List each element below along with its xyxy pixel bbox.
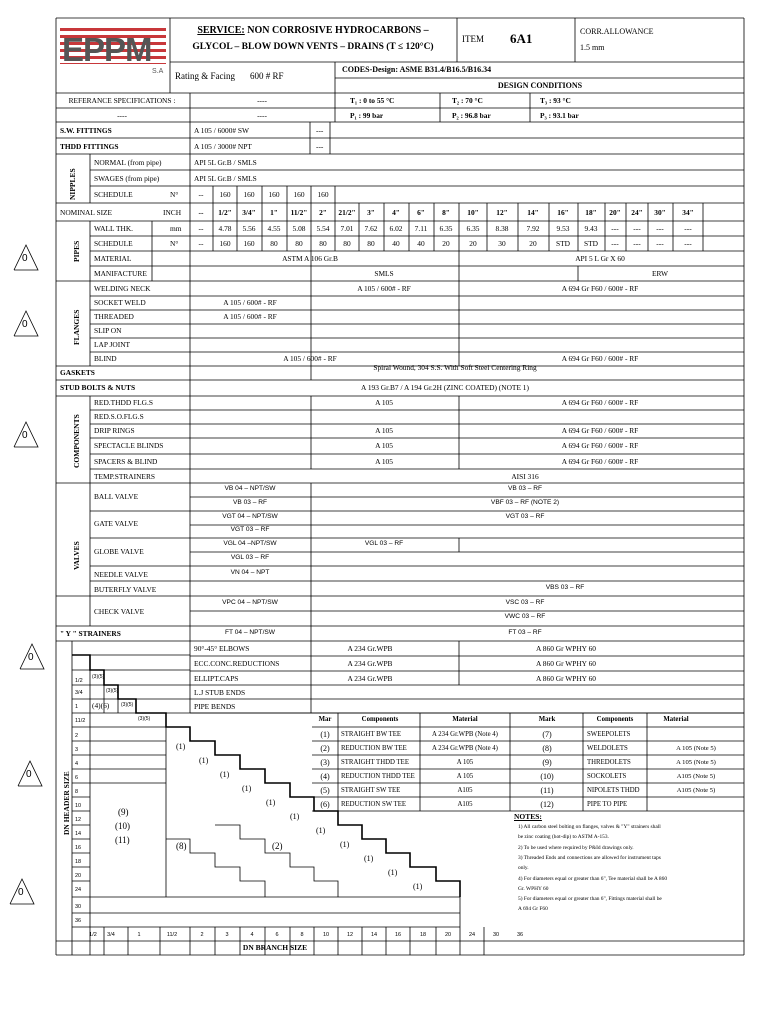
legend-mark: (2)	[320, 744, 330, 753]
legend-material: A 234 Gr.WPB (Note 4)	[432, 731, 498, 738]
temp-strainers-value: AISI 316	[511, 472, 539, 481]
service-subtitle: GLYCOL – BLOW DOWN VENTS – DRAINS (T ≤ 120°C)	[192, 42, 434, 52]
size-cell: 11/2"	[290, 208, 308, 217]
check-valve-label: CHECK VALVE	[94, 607, 145, 616]
legend-component: NIPOLETS THDD	[587, 787, 640, 794]
studs-value: A 193 Gr.B7 / A 194 Gr.2H (ZINC COATED) (NOTE 1)	[361, 383, 529, 392]
codes: CODES-Design: ASME B31.4/B16.5/B16.34	[342, 65, 492, 74]
schedule-cell: 160	[243, 239, 255, 248]
components-label: COMPONENTS	[72, 414, 81, 468]
schedule-cell: ---	[684, 239, 692, 248]
header-size-cell: 16	[75, 845, 82, 851]
legend-header-cell: Material	[452, 716, 478, 723]
header-size-cell: 6	[75, 775, 79, 781]
size-cell: 21/2"	[338, 208, 356, 217]
material-b: API 5 L Gr X 60	[575, 254, 625, 263]
corr-label: CORR.ALLOWANCE	[580, 27, 654, 36]
gate-a2: VGT 03 – RF	[230, 526, 270, 533]
note-line: only.	[518, 865, 529, 872]
wall-cell: 9.53	[556, 224, 570, 233]
socket-weld-label: SOCKET WELD	[94, 298, 146, 307]
branch-size-cell: 36	[516, 932, 524, 938]
spectacle-label: SPECTACLE BLINDS	[94, 441, 164, 450]
step-mark: (1)	[220, 770, 230, 779]
mark-cell: (3)(5)	[121, 702, 134, 708]
header-size-cell: 3	[75, 747, 79, 753]
size-cell: 4"	[392, 208, 400, 217]
schedule-cell: 160	[293, 190, 305, 199]
sw-fittings-value: A 105 / 6000# SW	[194, 126, 250, 135]
size-cell: 20"	[609, 208, 621, 217]
step-mark: (1)	[316, 826, 326, 835]
schedule-cell: 20	[442, 239, 450, 248]
note-line: 5) For diameters equal or greater than 6", Fittings material shall be	[518, 896, 662, 903]
revision-marker: 0	[26, 769, 32, 780]
legend-material: A 234 Gr.WPB (Note 4)	[432, 745, 498, 752]
ellip-a: A 234 Gr.WPB	[347, 674, 393, 683]
legend-material: A105 (Note 5)	[676, 787, 716, 794]
wall-cell: ---	[633, 224, 641, 233]
legend-mark: (7)	[542, 730, 552, 739]
swages-label: SWAGES (from pipe)	[94, 174, 160, 183]
wall-cell: 7.92	[526, 224, 540, 233]
t3: T₃ : 93 °C	[540, 96, 571, 105]
legend-component: WELDOLETS	[587, 745, 628, 752]
ball-valve-label: BALL VALVE	[94, 492, 139, 501]
pipe-bends-label: PIPE BENDS	[194, 702, 236, 711]
inch-label: INCH	[163, 208, 182, 217]
branch-size-cell: 10	[322, 932, 330, 938]
branch-size-cell: 30	[492, 932, 500, 938]
temp-strainers-label: TEMP.STRAINERS	[94, 472, 155, 481]
slip-on-label: SLIP ON	[94, 326, 122, 335]
p2: P₂ : 96.8 bar	[452, 111, 491, 120]
mark-cell: (4)(6)	[92, 701, 110, 710]
schedule-cell: 40	[392, 239, 400, 248]
check-b1: VSC 03 – RF	[505, 599, 545, 606]
ecc-b: A 860 Gr WPHY 60	[536, 659, 596, 668]
header-size-label: DN HEADER SIZE	[62, 771, 71, 835]
wall-cell: 7.01	[340, 224, 354, 233]
drip-a: A 105	[375, 426, 393, 435]
schedule-cell: 160	[219, 190, 231, 199]
header-size-cell: 30	[75, 904, 82, 910]
legend-header-cell: Mar	[318, 716, 332, 723]
blind-a: A 105 / 600# - RF	[283, 354, 337, 363]
normal-label: NORMAL (from pipe)	[94, 158, 162, 167]
nipples-label: NIPPLES	[68, 168, 77, 200]
branch-size-cell: 24	[468, 932, 476, 938]
branch-size-cell: 2	[200, 932, 204, 938]
threaded-value: A 105 / 600# - RF	[223, 312, 277, 321]
wall-cell: ---	[684, 224, 692, 233]
legend-mark: (11)	[540, 786, 554, 795]
mm-label: mm	[170, 224, 182, 233]
schedule-cell: --	[198, 239, 204, 248]
size-cell: 2"	[319, 208, 327, 217]
legend-mark: (3)	[320, 758, 330, 767]
branch-size-cell: 1	[137, 932, 141, 938]
size-cell: 34"	[682, 208, 694, 217]
header-size-cell: 2	[75, 733, 79, 739]
red-thdd-label: RED.THDD FLG.S	[94, 398, 153, 407]
size-cell: 30"	[654, 208, 666, 217]
gaskets-value: Spiral Wound, 304 S.S. With Soft Steel Centering Ring	[373, 363, 537, 372]
pipes-label: PIPES	[72, 240, 81, 262]
wall-cell: 5.56	[242, 224, 256, 233]
gate-valve-label: GATE VALVE	[94, 519, 139, 528]
ball-b2: VBF 03 – RF (NOTE 2)	[490, 499, 560, 506]
manufacture-label: MANIFACTURE	[94, 269, 147, 278]
header-size-cell: 24	[75, 887, 82, 893]
schedule-cell: 20	[529, 239, 537, 248]
legend-header-cell: Components	[596, 716, 634, 723]
wall-cell: ---	[611, 224, 619, 233]
strainer-b: FT 03 – RF	[508, 629, 542, 636]
wall-cell: 6.02	[389, 224, 403, 233]
branch-size-cell: 16	[394, 932, 402, 938]
schedule-cell: 160	[219, 239, 231, 248]
branch-size-cell: 4	[250, 932, 254, 938]
legend-component: REDUCTION THDD TEE	[341, 773, 415, 780]
revision-marker: 0	[18, 887, 24, 898]
schedule-cell: 80	[295, 239, 303, 248]
globe-a2: VGL 03 – RF	[230, 554, 270, 561]
legend-component: SWEEPOLETS	[587, 731, 631, 738]
legend-component: STRAIGHT BW TEE	[341, 731, 402, 738]
red-thdd-a: A 105	[375, 398, 393, 407]
legend-mark: (6)	[320, 800, 330, 809]
step-mark: (1)	[176, 742, 186, 751]
notes-title: NOTES:	[514, 812, 542, 821]
schedule-cell: 20	[469, 239, 477, 248]
gate-a1: VGT 04 – NPT/SW	[222, 513, 278, 520]
branch-size-cell: 11/2	[166, 932, 178, 938]
note-line: Gr. WPHY 60	[518, 885, 549, 892]
schedule-cell: 30	[498, 239, 506, 248]
manufacture-b: ERW	[651, 269, 669, 278]
wall-cell: 7.11	[414, 224, 428, 233]
studs-label: STUD BOLTS & NUTS	[60, 383, 136, 392]
size-cell: 3/4"	[242, 208, 256, 217]
corr-value: 1.5 mm	[580, 43, 605, 52]
wall-cell: 4.55	[267, 224, 281, 233]
size-cell: 24"	[631, 208, 643, 217]
step-mark: (1)	[388, 868, 398, 877]
schedule-cell: 80	[367, 239, 375, 248]
item-label: ITEM	[462, 34, 484, 44]
ref-dash: ----	[117, 111, 127, 120]
ball-a2: VB 03 – RF	[232, 499, 268, 506]
rating-label: Rating & Facing	[175, 71, 235, 81]
ecc-a: A 234 Gr.WPB	[347, 659, 393, 668]
item-value: 6A1	[510, 31, 533, 46]
spectacle-a: A 105	[375, 441, 393, 450]
mark-cell: (3)(5)	[92, 674, 105, 680]
gaskets-label: GASKETS	[60, 368, 95, 377]
legend-material: A105	[457, 787, 473, 794]
schedule-cell: 80	[343, 239, 351, 248]
region-2: (2)	[272, 841, 283, 851]
pipe-schedule-label: SCHEDULE	[94, 239, 133, 248]
t1: T₁ : 0 to 55 °C	[350, 96, 395, 105]
legend-mark: (10)	[540, 772, 554, 781]
wall-thk-label: WALL THK.	[94, 224, 133, 233]
needle-a: VN 04 – NPT	[230, 569, 270, 576]
header-size-cell: 36	[75, 918, 82, 924]
schedule-cell: 80	[270, 239, 278, 248]
schedule-cell: --	[198, 190, 204, 199]
legend-component: REDUCTION BW TEE	[341, 745, 407, 752]
legend-component: STRAIGHT THDD TEE	[341, 759, 409, 766]
spacers-label: SPACERS & BLIND	[94, 457, 158, 466]
schedule-cell: 160	[243, 190, 255, 199]
spacers-a: A 105	[375, 457, 393, 466]
schedule-cell: ---	[633, 239, 641, 248]
legend-header-cell: Mark	[538, 716, 556, 723]
wall-cell: 7.62	[364, 224, 378, 233]
p1: P₁ : 99 bar	[350, 111, 384, 120]
thdd-fittings-label: THDD FITTINGS	[60, 142, 119, 151]
note-line: 3) Threaded Ends and connections are allowed for instrument taps	[518, 854, 661, 861]
legend-mark: (8)	[542, 744, 552, 753]
branch-size-cell: 1/2	[89, 932, 97, 938]
ref-dash: ----	[257, 111, 267, 120]
wall-cell: 9.43	[584, 224, 598, 233]
header-size-cell: 3/4	[75, 690, 83, 696]
globe-valve-label: GLOBE VALVE	[94, 547, 144, 556]
legend-component: REDUCTION SW TEE	[341, 801, 407, 808]
note-line: 2) To be used where required by P&Id drawings only.	[518, 844, 634, 851]
legend-material: A105	[457, 801, 473, 808]
legend-mark: (4)	[320, 772, 330, 781]
schedule-cell: STD	[584, 239, 598, 248]
dash: ---	[316, 142, 324, 151]
branch-size-cell: 20	[444, 932, 452, 938]
region-10: (10)	[115, 821, 130, 831]
revision-marker: 0	[22, 253, 28, 264]
header-size-cell: 1	[75, 704, 79, 710]
normal-value: API 5L Gr.B / SMLS	[194, 158, 257, 167]
ellip-label: ELLIPT.CAPS	[194, 674, 239, 683]
size-cell: 8"	[442, 208, 450, 217]
red-thdd-b: A 694 Gr F60 / 600# - RF	[561, 398, 639, 407]
branch-size-label: DN BRANCH SIZE	[242, 943, 308, 952]
wall-cell: 5.54	[316, 224, 330, 233]
size-cell: 1/2"	[218, 208, 232, 217]
spacers-b: A 694 Gr F60 / 600# - RF	[561, 457, 639, 466]
ref-spec-label: REFERANCE SPECIFICATIONS :	[68, 96, 176, 105]
sw-fittings-label: S.W. FITTINGS	[60, 126, 112, 135]
service-title: SERVICE: NON CORROSIVE HYDROCARBONS –	[197, 25, 429, 36]
mark-cell: (3)(5)	[138, 716, 151, 722]
schedule-label: SCHEDULE	[94, 190, 133, 199]
legend-material: A 105	[456, 773, 474, 780]
material-label: MATERIAL	[94, 254, 132, 263]
step-mark: (1)	[242, 784, 252, 793]
header-size-cell: 20	[75, 873, 82, 879]
header-size-cell: 14	[75, 831, 82, 837]
lap-joint-label: LAP JOINT	[94, 340, 131, 349]
butterfly-valve-label: BUTERFLY VALVE	[94, 585, 157, 594]
legend-material: A 105 (Note 5)	[676, 759, 716, 766]
header-size-cell: 8	[75, 789, 79, 795]
step-mark: (1)	[413, 882, 423, 891]
size-cell: 1"	[270, 208, 278, 217]
socket-weld-value: A 105 / 600# - RF	[223, 298, 277, 307]
elbows-b: A 860 Gr WPHY 60	[536, 644, 596, 653]
blind-label: BLIND	[94, 354, 117, 363]
header-size-cell: 4	[75, 761, 79, 767]
ecc-label: ECC.CONC.REDUCTIONS	[194, 659, 280, 668]
wall-cell: 6.35	[466, 224, 480, 233]
legend-material: A 105 (Note 5)	[676, 745, 716, 752]
schedule-cell: 40	[417, 239, 425, 248]
region-8: (8)	[176, 841, 187, 851]
note-line: 1) All carbon steel bolting on flanges, valves & "Y" strainers shall	[518, 824, 661, 830]
legend-material: A105 (Note 5)	[676, 773, 716, 780]
wall-cell: ---	[656, 224, 664, 233]
schedule-cell: STD	[556, 239, 570, 248]
strainer-a: FT 04 – NPT/SW	[224, 629, 276, 636]
check-a: VPC 04 – NPT/SW	[222, 599, 278, 606]
legend-component: PIPE TO PIPE	[587, 801, 628, 808]
ref-dash: ----	[257, 96, 267, 105]
needle-valve-label: NEEDLE VALVE	[94, 570, 148, 579]
p3: P₃ : 93.1 bar	[540, 111, 579, 120]
unit-n: N°	[170, 190, 179, 199]
mark-cell: (3)(5)	[106, 688, 119, 694]
step-mark: (1)	[290, 812, 300, 821]
legend-header-cell: Material	[663, 716, 689, 723]
legend-component: STRAIGHT SW TEE	[341, 787, 401, 794]
size-cell: 18"	[585, 208, 597, 217]
unit-n: N°	[170, 239, 179, 248]
y-strainers-label: " Y " STRAINERS	[60, 629, 121, 638]
note-line: 4) For diameters equal or greater than 6", Tee material shall be A 860	[518, 875, 668, 882]
wall-cell: 5.08	[292, 224, 306, 233]
schedule-cell: 160	[317, 190, 329, 199]
flanges-label: FLANGES	[72, 309, 81, 345]
wall-cell: 8.38	[495, 224, 509, 233]
header-size-cell: 18	[75, 859, 82, 865]
branch-size-cell: 3/4	[107, 932, 115, 938]
thdd-fittings-value: A 105 / 3000# NPT	[194, 142, 252, 151]
branch-size-cell: 3	[225, 932, 229, 938]
dash: ---	[316, 126, 324, 135]
butterfly-b: VBS 03 – RF	[545, 584, 585, 591]
header-size-cell: 10	[75, 803, 82, 809]
welding-neck-b: A 694 Gr F60 / 600# - RF	[561, 284, 639, 293]
gate-b1: VGT 03 – RF	[505, 513, 545, 520]
legend-component: THREDOLETS	[587, 759, 631, 766]
wall-cell: --	[198, 224, 204, 233]
step-mark: (1)	[340, 840, 350, 849]
step-mark: (1)	[364, 854, 374, 863]
drip-label: DRIP RINGS	[94, 426, 135, 435]
header-size-cell: 1/2	[75, 678, 83, 684]
elbows-label: 90°-45° ELBOWS	[194, 644, 250, 653]
size-cell: --	[198, 208, 204, 217]
legend-mark: (12)	[540, 800, 554, 809]
size-cell: 10"	[467, 208, 479, 217]
header-size-cell: 11/2	[75, 718, 86, 724]
legend-material: A 105	[456, 759, 474, 766]
welding-neck-a: A 105 / 600# - RF	[357, 284, 411, 293]
branch-size-cell: 8	[300, 932, 304, 938]
legend-mark: (1)	[320, 730, 330, 739]
drip-b: A 694 Gr F60 / 600# - RF	[561, 426, 639, 435]
schedule-cell: 160	[268, 190, 280, 199]
lj-stub-label: L.J STUB ENDS	[194, 688, 246, 697]
valves-label: VALVES	[72, 541, 81, 570]
size-cell: 3"	[367, 208, 375, 217]
material-a: ASTM A 106 Gr.B	[282, 254, 338, 263]
size-cell: 16"	[557, 208, 569, 217]
swages-value: API 5L Gr.B / SMLS	[194, 174, 257, 183]
globe-a1: VGL 04 –NPT/SW	[223, 540, 277, 547]
design-conditions: DESIGN CONDITIONS	[497, 81, 583, 90]
ellip-b: A 860 Gr WPHY 60	[536, 674, 596, 683]
branch-size-cell: 6	[275, 932, 279, 938]
spectacle-b: A 694 Gr F60 / 600# - RF	[561, 441, 639, 450]
company-logo	[60, 28, 166, 76]
note-line: be zinc coating (hot-dip) to ASTM A-153.	[518, 834, 609, 841]
elbows-a: A 234 Gr.WPB	[347, 644, 393, 653]
size-cell: 14"	[527, 208, 539, 217]
check-b2: VWC 03 – RF	[504, 613, 546, 620]
legend-mark: (9)	[542, 758, 552, 767]
revision-marker: 0	[22, 319, 28, 330]
region-9: (9)	[118, 807, 129, 817]
step-mark: (1)	[199, 756, 209, 765]
note-line: A 694 Gr F60	[518, 906, 548, 913]
region-11: (11)	[115, 835, 130, 845]
logo-sub: S.A	[152, 68, 164, 75]
red-so-label: RED.S.O.FLG.S	[94, 412, 144, 421]
manufacture-a: SMLS	[374, 269, 394, 278]
legend-component: SOCKOLETS	[587, 773, 627, 780]
schedule-cell: ---	[611, 239, 619, 248]
revision-marker: 0	[22, 430, 28, 441]
blind-b: A 694 Gr F60 / 600# - RF	[561, 354, 639, 363]
t2: T₂ : 70 °C	[452, 96, 483, 105]
logo-text: EPPM	[62, 31, 152, 68]
rating-value: 600 # RF	[250, 71, 284, 81]
nominal-size-label: NOMINAL SIZE	[60, 208, 113, 217]
schedule-cell: ---	[656, 239, 664, 248]
branch-size-cell: 14	[370, 932, 378, 938]
ball-a1: VB 04 – NPT/SW	[224, 485, 276, 492]
welding-neck-label: WELDING NECK	[94, 284, 151, 293]
ball-b1: VB 03 – RF	[507, 485, 543, 492]
size-cell: 6"	[417, 208, 425, 217]
size-cell: 12"	[496, 208, 508, 217]
branch-size-cell: 12	[346, 932, 354, 938]
legend-header-cell: Components	[361, 716, 399, 723]
step-mark: (1)	[266, 798, 276, 807]
revision-marker: 0	[28, 652, 34, 663]
schedule-cell: 80	[319, 239, 327, 248]
globe-b1: VGL 03 – RF	[364, 540, 404, 547]
wall-cell: 6.35	[439, 224, 453, 233]
branch-size-cell: 18	[419, 932, 427, 938]
threaded-label: THREADED	[94, 312, 134, 321]
wall-cell: 4.78	[218, 224, 232, 233]
legend-mark: (5)	[320, 786, 330, 795]
header-size-cell: 12	[75, 817, 82, 823]
